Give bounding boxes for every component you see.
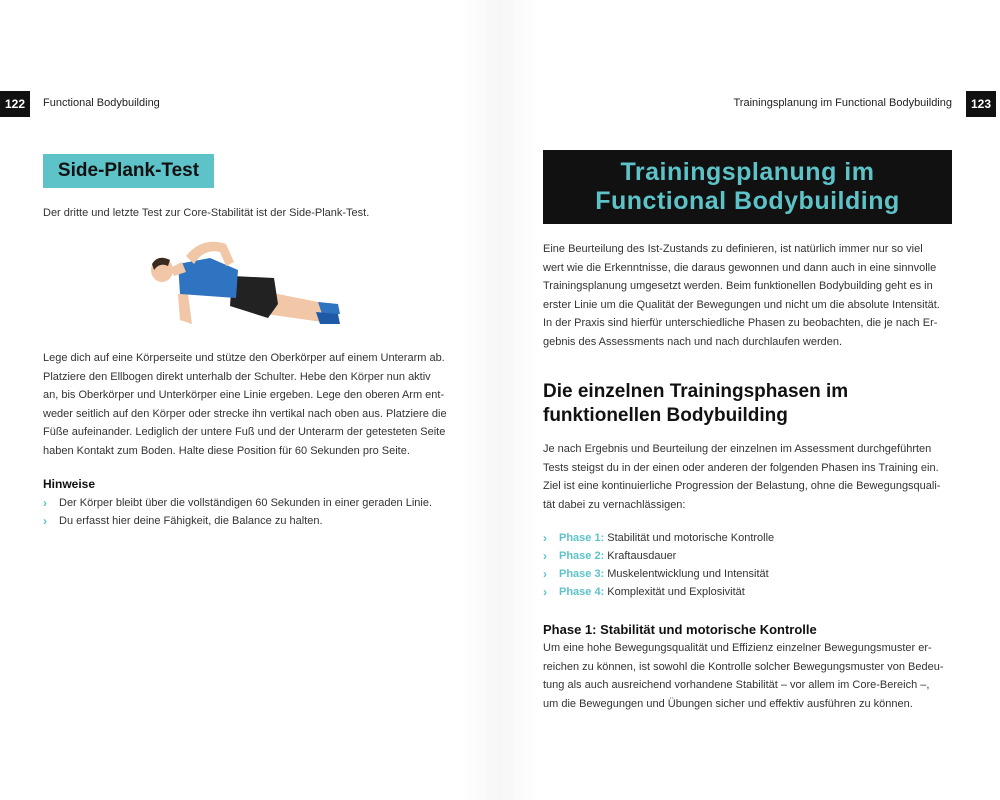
chapter-title-line: Functional Bodybuilding [595,187,900,215]
section-text-line: Je nach Ergebnis und Beurteilung der einzelnen im Assessment durchgeführten [543,443,932,455]
page-number-right: 123 [966,91,996,117]
chevron-right-icon: › [43,514,47,528]
chapter-intro [543,240,952,351]
section-heading [543,380,848,428]
chevron-right-icon: › [543,585,547,599]
phase-item [543,531,774,545]
section-text-line: Tests steigst du in der einen oder anderen der folgenden Phasen ins Training ein. [543,461,939,474]
phase-item [543,585,745,599]
phase1-heading: Phase 1: Stabilität und motorische Kontrolle [543,622,817,637]
running-head-right: Trainingsplanung im Functional Bodybuilding [733,97,952,109]
instruction-line: Lege dich auf eine Körperseite und stütze den Oberkörper auf einem Unterarm ab. [43,352,445,364]
intro-line: Trainingsplanung umgesetzt werden. Beim funktionellen Bodybuilding geht es in [543,280,933,292]
phase1-text-line: um die Bewegungen und Übungen sicher und effektiv ausführen zu können. [543,697,913,710]
instruction-line: weder seitlich auf den Körper oder strecke ihn vertikal nach oben aus. Platziere die [43,407,447,420]
phase-label: Phase 2: [559,550,605,562]
instruction-line: Füße aufeinander. Lediglich der untere Fuß und der Unterarm der getesteten Seite [43,426,446,438]
hint-text: Der Körper bleibt über die vollständigen 60 Sekunden in einer geraden Linie. [59,497,433,509]
intro-line: erster Linie um die Qualität der Bewegungen und nicht um die absolute Intensität. [543,298,940,311]
chapter-title [543,150,952,224]
instruction-line: an, bis Oberkörper und Unterkörper eine Linie ergeben. Lege den oberen Arm ent- [43,389,445,401]
phase-label: Phase 3: [559,568,605,580]
phase-text: Muskelentwicklung und Intensität [607,568,769,580]
intro-line: wert wie die Erkenntnisse, die daraus gewonnen und dann auch in eine sinnvolle [543,261,937,274]
running-head-left: Functional Bodybuilding [43,97,160,109]
phase1-text-line: Um eine hohe Bewegungsqualität und Effizienz einzelner Bewegungsmuster er- [543,642,932,654]
phase1-text-line: tung als auch ausreichend vorhandene Stabilität – vor allem im Core-Bereich –, [543,679,930,691]
phase-label: Phase 1: [559,532,605,544]
page-number-left: 122 [0,91,30,117]
section-text-line: tät dabei zu vernachlässigen: [543,498,686,511]
side-plank-intro: Der dritte und letzte Test zur Core-Stabilität ist der Side-Plank-Test. [43,207,370,219]
hint-text: Du erfasst hier deine Fähigkeit, die Balance zu halten. [59,515,323,527]
side-plank-illustration [140,232,360,342]
side-plank-test-heading: Side-Plank-Test [43,154,214,188]
book-gutter-shadow [460,0,540,800]
intro-line: gebnis des Assessments nach und nach durchlaufen werden. [543,335,843,348]
intro-line: In der Praxis sind hierfür unterschiedliche Phasen zu beobachten, die je nach Er- [543,317,938,329]
hint-item [43,514,323,528]
phase1-text-line: reichen zu können, ist sowohl die Kontrolle solcher Bewegungsmuster von Bedeu- [543,660,944,673]
section-heading-line: funktionellen Bodybuilding [543,405,788,426]
chapter-title-line: Trainingsplanung im [620,158,875,186]
phase-text: Stabilität und motorische Kontrolle [607,532,775,544]
hints-heading: Hinweise [43,477,96,491]
side-plank-instructions [43,349,453,460]
chevron-right-icon: › [543,567,547,581]
intro-line: Eine Beurteilung des Ist-Zustands zu definieren, ist natürlich immer nur so viel [543,243,923,255]
instruction-line: Platziere den Ellbogen direkt unterhalb der Schulter. Hebe den Körper nun aktiv [43,370,431,383]
phase1-text [543,639,952,713]
phase-label: Phase 4: [559,586,605,598]
phase-text: Kraftausdauer [607,550,677,562]
section-text [543,440,952,514]
chevron-right-icon: › [543,549,547,563]
chevron-right-icon: › [43,496,47,510]
phase-item [543,567,769,581]
section-heading-line: Die einzelnen Trainingsphasen im [543,381,849,402]
phase-item [543,549,676,563]
hint-item [43,496,432,510]
phase-text: Komplexität und Explosivität [607,586,745,598]
section-text-line: Ziel ist eine kontinuierliche Progression der Belastung, ohne die Bewegungsquali- [543,480,941,492]
chevron-right-icon: › [543,531,547,545]
instruction-line: haben Kontakt zum Boden. Halte diese Position für 60 Sekunden pro Seite. [43,444,410,457]
